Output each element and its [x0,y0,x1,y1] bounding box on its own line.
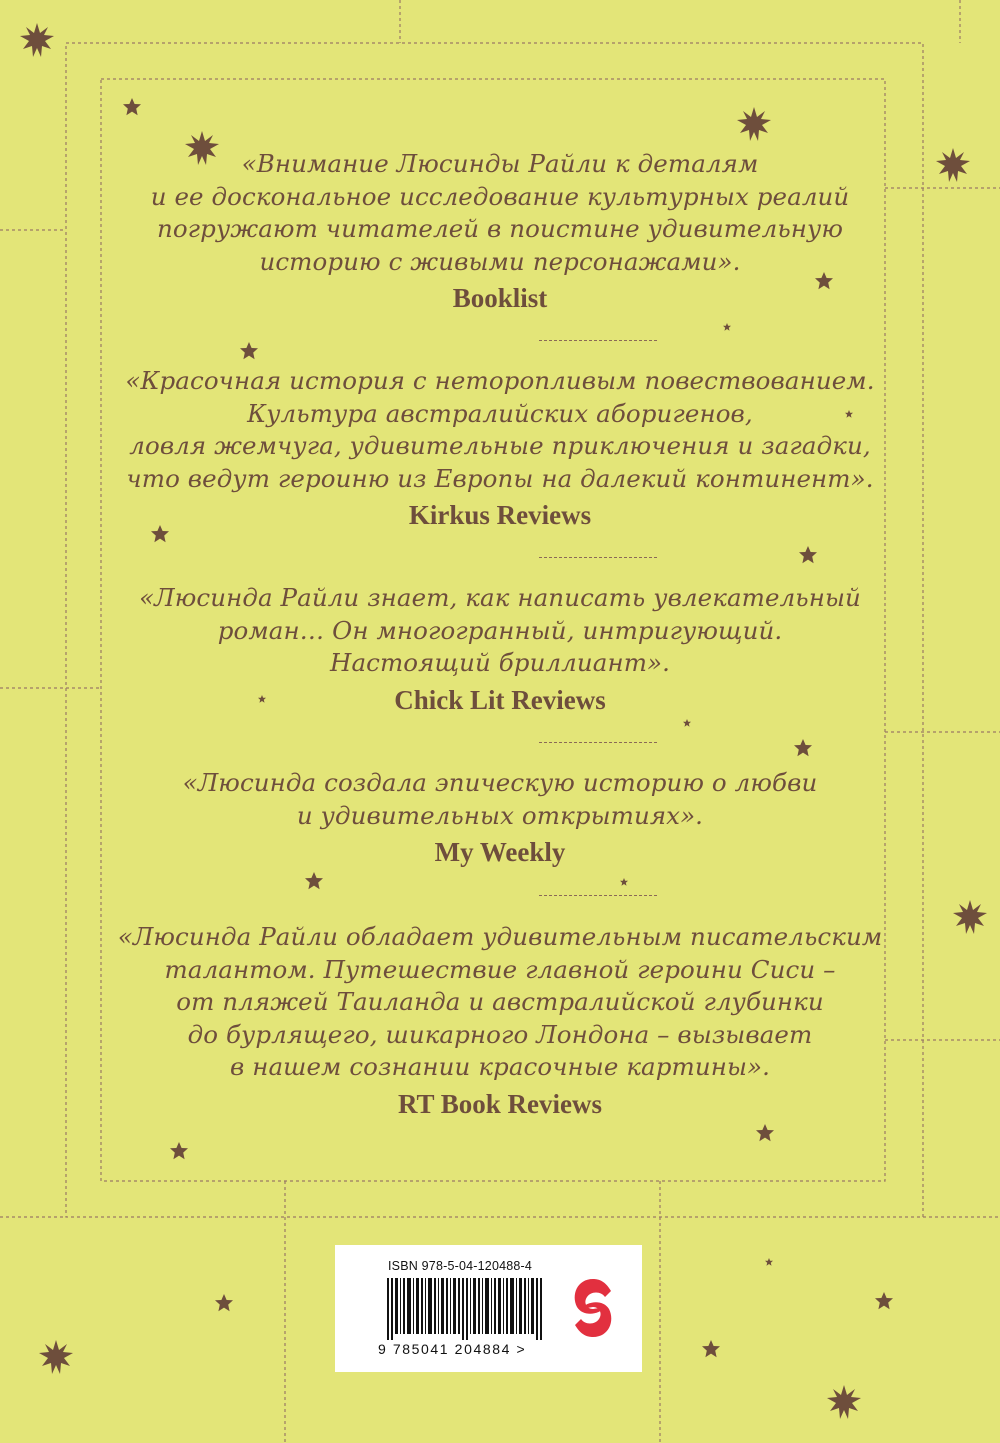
sunburst-icon [39,1340,73,1374]
review-separator [539,742,657,743]
star-icon [215,1294,233,1311]
review-line: и ее доскональное исследование культурных реалий [150,181,850,211]
isbn-label: ISBN 978-5-04-120488-4 [388,1259,533,1273]
review-line: «Люсинда создала эпическую историю о любви [182,768,818,797]
review-line: историю с живыми персонажами». [259,246,741,276]
review-line: Настоящий бриллиант». [329,648,670,677]
review-separator [539,340,657,341]
star-icon [794,739,812,756]
review-booklist [110,148,890,316]
review-line: погружают читателей в поистине удивительную [156,214,844,243]
review-kirkus [110,365,890,533]
review-line: «Люсинда Райли обладает удивительным писательским [117,922,883,951]
sunburst-icon [20,23,54,57]
star-icon [305,872,323,889]
review-line: «Красочная история с неторопливым повествованием. [125,366,875,395]
eksmo-logo-icon [563,1273,623,1343]
star-icon [702,1340,720,1357]
review-line: что ведут героиню из Европы на далекий континент». [126,463,874,493]
sunburst-icon [827,1385,861,1419]
barcode-panel [335,1245,642,1372]
review-chick-lit [110,582,890,718]
review-line: «Люсинда Райли знает, как написать увлекательный [139,583,861,612]
star-icon [240,342,258,359]
star-icon [170,1142,188,1159]
review-source: Chick Lit Reviews [394,684,606,715]
sunburst-icon [953,900,987,934]
star-icon [123,98,141,115]
review-line: ловля жемчуга, удивительные приключения и загадки, [129,431,871,460]
star-icon [620,878,628,886]
review-line: и удивительных открытиях». [296,800,704,830]
review-source: Booklist [452,283,548,313]
star-icon [756,1124,774,1141]
review-line: роман… Он многогранный, интригующий. [217,615,783,645]
review-my-weekly [110,767,890,870]
review-separator [539,895,657,896]
review-line: Культура австралийских аборигенов, [247,398,753,428]
review-line: «Внимание Люсинды Райли к деталям [241,149,759,178]
sunburst-icon [737,107,771,141]
review-separator [539,557,657,558]
review-rt-book [110,921,890,1122]
review-line: от пляжей Таиланда и австралийской глубинки [176,987,824,1016]
isbn-digits: 9 785041 204884 > [378,1341,527,1357]
review-line: талантом. Путешествие главной героини Сиси – [164,954,836,984]
review-line: до бурлящего, шикарного Лондона – вызывает [187,1019,813,1049]
review-source: My Weekly [434,837,566,867]
star-icon [765,1258,773,1266]
sunburst-icon [936,148,970,182]
review-source: Kirkus Reviews [408,500,592,530]
star-icon [799,546,817,563]
star-icon [683,719,691,727]
review-source: RT Book Reviews [397,1088,603,1119]
barcode [387,1278,547,1340]
star-icon [723,323,731,331]
star-icon [875,1292,893,1309]
review-line: в нашем сознании красочные картины». [229,1052,771,1081]
